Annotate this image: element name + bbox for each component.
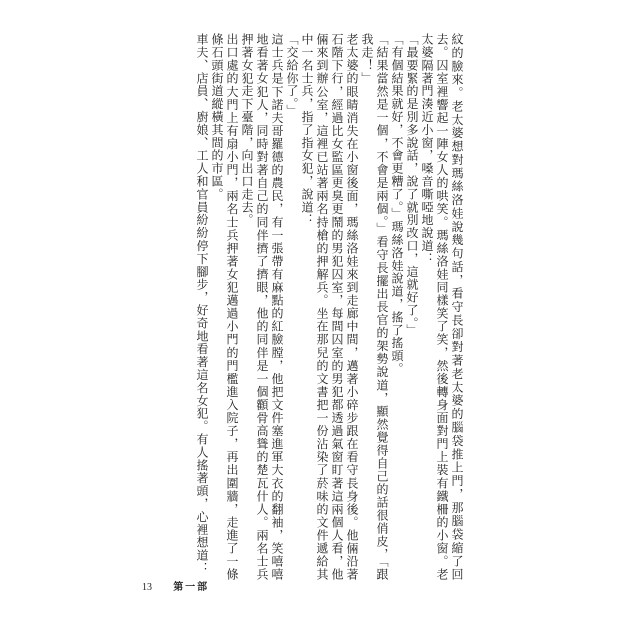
paragraph-4: 「結果當然是一個，不會是兩個。」看守長擺出長官的架勢說道，顯然覺得自己的話很俏皮，「跟我走！」 <box>360 33 389 581</box>
paragraph-2: 「最要緊的是別多說話，說了就別改口，這就好了。」 <box>405 33 419 337</box>
page-footer <box>142 578 209 593</box>
page-number: 13 <box>142 582 152 593</box>
paragraph-1: 紋的臉來。老太婆想對瑪絲洛娃說幾句話，看守長卻對著老太婆的腦袋推上門，那腦袋縮了回去。囚室裡響起一陣女人的哄笑。瑪絲洛娃同樣笑了笑，然後轉身面對門上裝有鐵柵的小窗。老太婆隔著門湊近小窗，嗓音嘶啞地說道： <box>420 33 464 581</box>
vertical-text-body <box>132 33 464 581</box>
paragraph-9: 車夫、店員、廚娘、工人和官員紛紛停下腳步，好奇地看著這名女犯。有人搖著頭，心裡想道： <box>195 33 209 575</box>
section-label: 第一部 <box>173 582 210 593</box>
paragraph-5: 老太婆的眼睛消失在小窗後面，瑪絲洛娃來到走廊中間，邁著小碎步跟在看守長身後。他倆沿著石階下行，經過比女監區更臭更鬧的男犯囚室，每間囚室的男犯都透過氣窗盯著這兩個人看，他倆來到辦公室，這裡已站著兩名持槍的押解兵。坐在那兒的文書把一份沾染了菸味的文件遞給其中一名士兵，指了指女犯，說道： <box>300 33 359 581</box>
paragraph-3: 「有個結果就好，不會更糟了。」瑪絲洛娃說道，搖了搖頭。 <box>390 33 404 376</box>
paragraph-7: 這士兵是下諾夫哥羅德的農民，有一張帶有麻點的紅臉膛，他把文件塞進軍大衣的翻袖，笑嘻嘻地看著女犯人，同時對著自己的同伴擠了擠眼，他的同伴是一個顴骨高聳的楚瓦什人。兩名士兵押著女犯走下臺階，向出口走去。 <box>240 33 284 581</box>
paragraph-8: 出口處的大門上有扇小門，兩名士兵押著女犯邁過小門的門檻進入院子，再出圍牆，走進了一條條石頭街道縱橫其間的市區。 <box>210 33 239 581</box>
paragraph-6: 「交給你了。」 <box>285 33 299 118</box>
